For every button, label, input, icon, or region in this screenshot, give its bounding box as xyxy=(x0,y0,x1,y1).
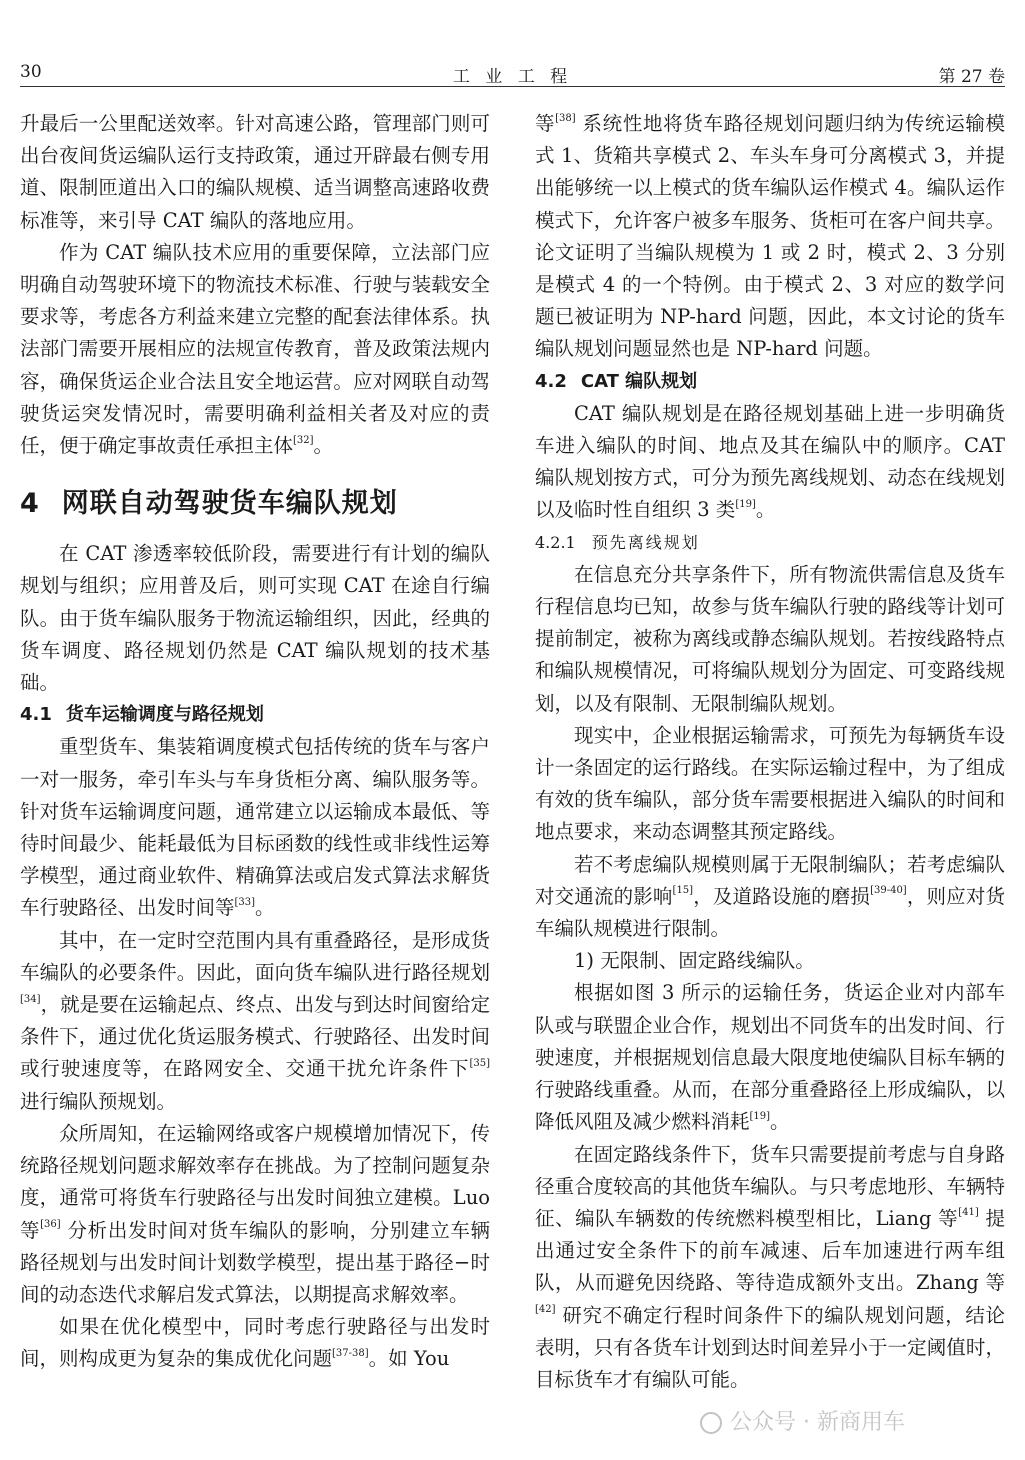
citation[interactable]: [19] xyxy=(735,498,756,510)
paragraph: 等[38] 系统性地将货车路径规划问题归纳为传统运输模式 1、货箱共享模式 2、车头车身可分离模式 3，并提出能够统一以上模式的货车编队运作模式 4。编队运作模式下，允许客户被多车服务、货柜可在客户间共享。论文证明了当编队规模为 1 或 2 时，模式 2、3 分别是模式 4 的一个特例。由于模式 2、3 对应的数学问题已被证明为 NP-hard 问题，因此，本文讨论的货车编队规划问题显然也是 NP-hard 问题。 xyxy=(535,112,1005,361)
right-column xyxy=(535,108,1005,1396)
watermark: 公众号 · 新商用车 xyxy=(700,1405,905,1436)
subsubsection-heading: 4.2.1 预先离线规划 xyxy=(535,532,700,552)
citation[interactable]: [33] xyxy=(234,896,256,908)
paragraph: 如果在优化模型中，同时考虑行驶路径与出发时间，则构成更为复杂的集成优化问题[37-38]。如 You xyxy=(20,1315,490,1371)
citation[interactable]: [37-38] xyxy=(332,1347,369,1359)
wechat-icon xyxy=(700,1412,722,1434)
paragraph: CAT 编队规划是在路径规划基础上进一步明确货车进入编队的时间、地点及其在编队中的顺序。CAT 编队规划按方式，可分为预先离线规划、动态在线规划以及临时性自组织 3 类[19]。 xyxy=(535,401,1005,522)
citation[interactable]: [38] xyxy=(555,112,576,124)
paragraph: 重型货车、集装箱调度模式包括传统的货车与客户一对一服务，牵引车头与车身货柜分离、编队服务等。针对货车运输调度问题，通常建立以运输成本最低、等待时间最少、能耗最低为目标函数的线性或非线性运筹学模型，通过商业软件、精确算法或启发式算法求解货车行驶路径、出发时间等[33]。 xyxy=(20,735,490,920)
citation[interactable]: [35] xyxy=(469,1057,490,1069)
volume-label: 第 27 卷 xyxy=(938,67,1005,87)
citation[interactable]: [39-40] xyxy=(870,885,907,897)
page-header xyxy=(20,60,1005,87)
paragraph: 作为 CAT 编队技术应用的重要保障，立法部门应明确自动驾驶环境下的物流技术标准、行驶与装载安全要求等，考虑各方利益来建立完整的配套法律体系。执法部门需要开展相应的法规宣传教育，普及政策法规内容，确保货运企业合法且安全地运营。应对网联自动驾驶货运突发情况时，需要明确利益相关者及对应的责任，便于确定事故责任承担主体[32]。 xyxy=(20,240,490,458)
left-column xyxy=(20,108,490,1376)
citation[interactable]: [32] xyxy=(293,434,314,446)
subsection-heading: 4.1 货车运输调度与路径规划 xyxy=(20,704,264,726)
paragraph: 在 CAT 渗透率较低阶段，需要进行有计划的编队规划与组织；应用普及后，则可实现 CAT 在途自行编队。由于货车编队服务于物流运输组织，因此，经典的货车调度、路径规划仍然是 CAT 编队规划的技术基础。 xyxy=(20,542,490,695)
paragraph: 若不考虑编队规模则属于无限制编队；若考虑编队对交通流的影响[15]，及道路设施的磨损[39-40]，则应对货车编队规模进行限制。 xyxy=(535,852,1005,941)
page-number: 30 xyxy=(20,62,42,82)
citation[interactable]: [41] xyxy=(958,1207,979,1219)
citation[interactable]: [34] xyxy=(20,993,41,1005)
paragraph: 1) 无限制、固定路线编队。 xyxy=(574,949,815,973)
citation[interactable]: [19] xyxy=(749,1110,771,1122)
citation[interactable]: [36] xyxy=(40,1219,61,1230)
paragraph: 众所周知，在运输网络或客户规模增加情况下，传统路径规划问题求解效率存在挑战。为了控制问题复杂度，通常可将货车行驶路径与出发时间独立建模。Luo 等[36] 分析出发时间对货车编队的影响，分别建立车辆路径规划与出发时间计划数学模型，提出基于路径−时间的动态迭代求解启发式算法，以期提高求解效率。 xyxy=(20,1121,490,1306)
paragraph: 在信息充分共享条件下，所有物流供需信息及货车行程信息均已知，故参与货车编队行驶的路线等计划可提前制定，被称为离线或静态编队规划。若按线路特点和编队规模情况，可将编队规划分为固定、可变路线规划，以及有限制、无限制编队规划。 xyxy=(535,562,1005,715)
paragraph: 在固定路线条件下，货车只需要提前考虑与自身路径重合度较高的其他货车编队。与只考虑地形、车辆特征、编队车辆数的传统燃料模型相比，Liang 等[41] 提出通过安全条件下的前车减速、后车加速进行两车组队，从而避免因绕路、等待造成额外支出。Zhang 等[42] 研究不确定行程时间条件下的编队规划问题，结论表明，只有各货车计划到达时间差异小于一定阈值时，目标货车才有编队可能。 xyxy=(535,1142,1005,1391)
paragraph: 其中，在一定时空范围内具有重叠路径，是形成货车编队的必要条件。因此，面向货车编队进行路径规划[34]，就是要在运输起点、终点、出发与到达时间窗给定条件下，通过优化货运服务模式、行驶路径、出发时间或行驶速度等，在路网安全、交通干扰允许条件下[35] 进行编队预规划。 xyxy=(20,928,490,1113)
citation[interactable]: [42] xyxy=(535,1304,556,1316)
paragraph: 根据如图 3 所示的运输任务，货运企业对内部车队或与联盟企业合作，规划出不同货车的出发时间、行驶速度，并根据规划信息最大限度地使编队目标车辆的行驶路线重叠。从而，在部分重叠路径上形成编队，以降低风阻及减少燃料消耗[19]。 xyxy=(535,981,1005,1134)
journal-title: 工 业 工 程 xyxy=(452,67,573,87)
paragraph: 升最后一公里配送效率。针对高速公路，管理部门则可出台夜间货运编队运行支持政策，通过开辟最右侧专用道、限制匝道出入口的编队规模、适当调整高速路收费标准等，来引导 CAT 编队的落地应用。 xyxy=(20,112,490,232)
subsection-heading: 4.2 CAT 编队规划 xyxy=(535,370,698,392)
citation[interactable]: [15] xyxy=(672,885,694,897)
section-heading: 4 网联自动驾驶货车编队规划 xyxy=(20,488,398,520)
paragraph: 现实中，企业根据运输需求，可预先为每辆货车设计一条固定的运行路线。在实际运输过程中，为了组成有效的货车编队，部分货车需要根据进入编队的时间和地点要求，来动态调整其预定路线。 xyxy=(535,723,1005,844)
